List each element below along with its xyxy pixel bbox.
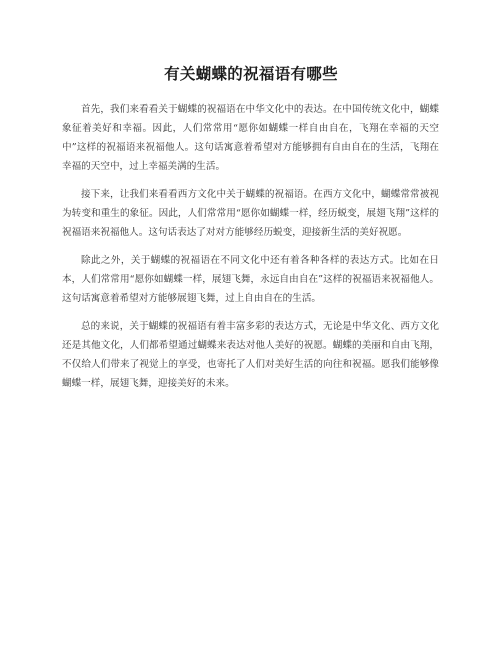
document-body — [62, 100, 439, 402]
paragraph-3: 除此之外，关于蝴蝶的祝福语在不同文化中还有着各种各样的表达方式。比如在日本，人们常常用“愿你如蝴蝶一样，展翅飞舞，永远自由自在”这样的祝福语来祝福他人。这句话寓意着希望对方能够展翅飞舞，过上自由自在的生活。 — [62, 255, 439, 304]
paragraph-1: 首先，我们来看看关于蝴蝶的祝福语在中华文化中的表达。在中国传统文化中，蝴蝶象征着美好和幸福。因此，人们常常用“愿你如蝴蝶一样自由自在，飞翔在幸福的天空中”这样的祝福语来祝福他人。这句话寓意着希望对方能够拥有自由自在的生活，飞翔在幸福的天空中，过上幸福美满的生活。 — [62, 104, 439, 172]
paragraph-2: 接下来，让我们来看看西方文化中关于蝴蝶的祝福语。在西方文化中，蝴蝶常常被视为转变和重生的象征。因此，人们常常用“愿你如蝴蝶一样，经历蜕变，展翅飞翔”这样的祝福语来祝福他人。这句话表达了对对方能够经历蜕变，迎接新生活的美好祝愿。 — [62, 189, 439, 238]
paragraph-4: 总的来说，关于蝴蝶的祝福语有着丰富多彩的表达方式，无论是中华文化、西方文化还是其他文化，人们都希望通过蝴蝶来表达对他人美好的祝愿。蝴蝶的美丽和自由飞翔，不仅给人们带来了视觉上的享受，也寄托了人们对美好生活的向往和祝福。愿我们能够像蝴蝶一样，展翅飞舞，迎接美好的未来。 — [62, 321, 439, 389]
document-title: 有关蝴蝶的祝福语有哪些 — [164, 65, 338, 83]
